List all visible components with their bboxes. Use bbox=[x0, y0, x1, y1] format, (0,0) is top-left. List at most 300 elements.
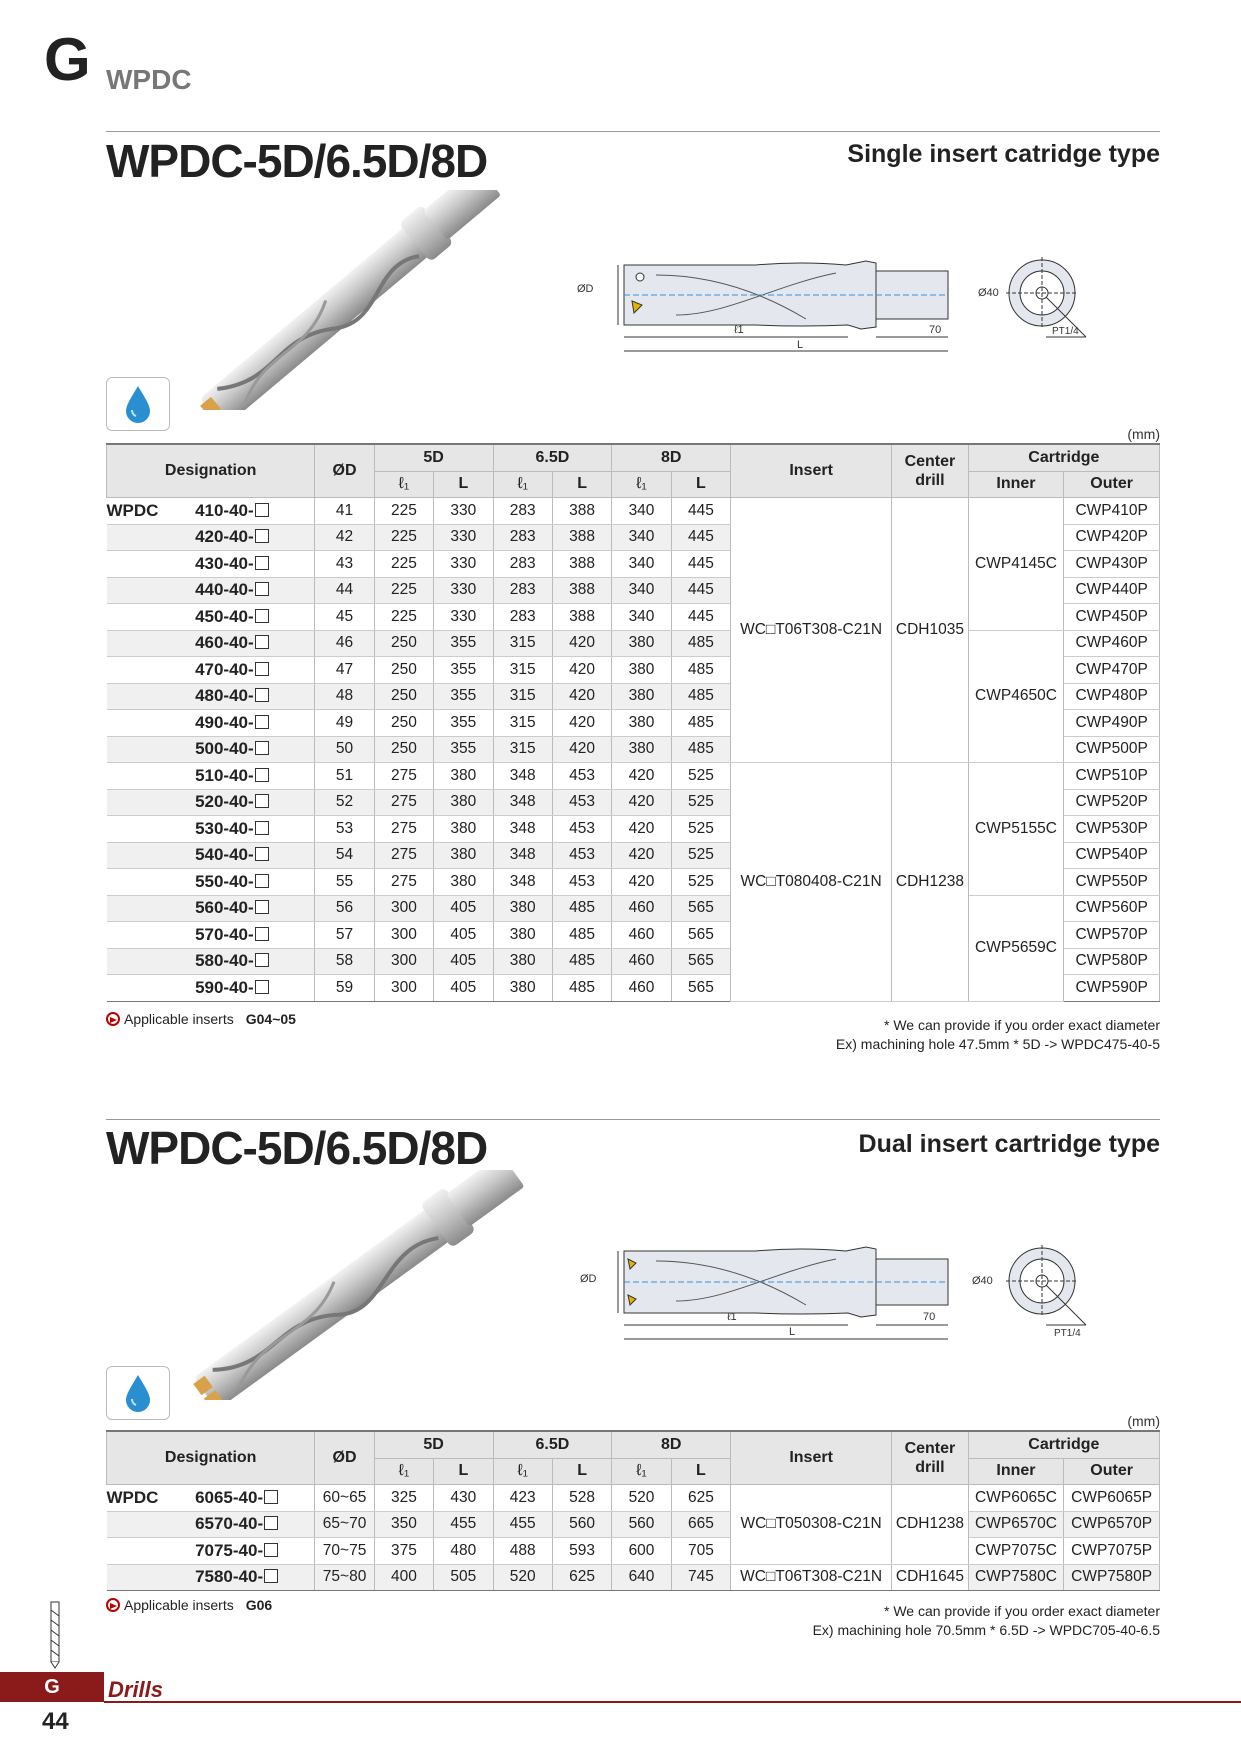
dim-od: ØD bbox=[580, 1273, 597, 1285]
cell-L-5d: 355 bbox=[434, 657, 493, 684]
cartridge-inner-cell: CWP7580C bbox=[968, 1564, 1064, 1591]
cell-L-8d: 485 bbox=[671, 736, 730, 763]
cartridge-inner-cell: CWP6065C bbox=[968, 1485, 1064, 1512]
cell-L-5d: 330 bbox=[434, 577, 493, 604]
cell-od: 75~80 bbox=[315, 1564, 374, 1591]
cell-od: 59 bbox=[315, 975, 374, 1002]
cell-l1-8d: 520 bbox=[612, 1485, 671, 1512]
designation-code bbox=[193, 657, 315, 684]
cell-L-8d: 625 bbox=[671, 1485, 730, 1512]
checkbox-square-icon bbox=[255, 556, 269, 570]
applicable-label: Applicable inserts bbox=[124, 1011, 234, 1027]
cell-l1-5d: 275 bbox=[374, 816, 433, 843]
cell-od: 55 bbox=[315, 869, 374, 896]
dim-shank-len: 70 bbox=[923, 1311, 936, 1323]
cartridge-outer-cell: CWP440P bbox=[1064, 577, 1160, 604]
cell-l1-65d: 455 bbox=[493, 1511, 552, 1538]
cell-od: 47 bbox=[315, 657, 374, 684]
dim-thread: PT1/4 bbox=[1054, 1328, 1081, 1339]
footer-rule bbox=[104, 1701, 1241, 1703]
cell-L-65d: 453 bbox=[552, 869, 611, 896]
cell-l1-65d: 380 bbox=[493, 975, 552, 1002]
cell-L-5d: 380 bbox=[434, 763, 493, 790]
cell-l1-8d: 340 bbox=[612, 604, 671, 631]
table-row bbox=[107, 630, 1160, 657]
designation-prefix bbox=[107, 736, 194, 763]
designation-code bbox=[193, 524, 315, 551]
drill-photo-single bbox=[180, 190, 510, 410]
cell-l1-65d: 520 bbox=[493, 1564, 552, 1591]
header-5d: 5D bbox=[374, 444, 493, 471]
applicable-label: Applicable inserts bbox=[124, 1597, 234, 1613]
table-row bbox=[107, 1485, 1160, 1512]
cartridge-outer-cell: CWP430P bbox=[1064, 551, 1160, 578]
cell-L-65d: 485 bbox=[552, 922, 611, 949]
header-cartridge: Cartridge bbox=[968, 444, 1159, 471]
dim-shank: Ø40 bbox=[972, 1275, 993, 1287]
cell-l1-65d: 348 bbox=[493, 816, 552, 843]
insert-cell: WC□T050308-C21N bbox=[731, 1485, 892, 1565]
checkbox-square-icon bbox=[255, 953, 269, 967]
cartridge-outer-cell: CWP570P bbox=[1064, 922, 1160, 949]
cartridge-inner-cell: CWP4650C bbox=[968, 630, 1064, 763]
designation-prefix bbox=[107, 551, 194, 578]
designation-prefix bbox=[107, 683, 194, 710]
dim-l1: ℓ1 bbox=[734, 324, 744, 336]
designation-code bbox=[193, 630, 315, 657]
designation-prefix bbox=[107, 710, 194, 737]
cell-od: 42 bbox=[315, 524, 374, 551]
cartridge-outer-cell: CWP520P bbox=[1064, 789, 1160, 816]
cartridge-inner-cell: CWP6570C bbox=[968, 1511, 1064, 1538]
header-l1: ℓ₁ bbox=[374, 471, 433, 498]
header-L: L bbox=[434, 471, 493, 498]
cell-l1-8d: 460 bbox=[612, 975, 671, 1002]
cartridge-outer-cell: CWP420P bbox=[1064, 524, 1160, 551]
applicable-inserts-note bbox=[106, 1597, 272, 1613]
cell-L-5d: 405 bbox=[434, 922, 493, 949]
cell-L-65d: 453 bbox=[552, 842, 611, 869]
center-drill-cell: CDH1645 bbox=[892, 1564, 969, 1591]
cell-L-65d: 485 bbox=[552, 975, 611, 1002]
cell-L-65d: 453 bbox=[552, 789, 611, 816]
cell-l1-65d: 315 bbox=[493, 657, 552, 684]
cell-L-8d: 665 bbox=[671, 1511, 730, 1538]
designation-code bbox=[193, 1564, 315, 1591]
cell-L-65d: 485 bbox=[552, 895, 611, 922]
cell-L-65d: 388 bbox=[552, 577, 611, 604]
designation-code bbox=[193, 842, 315, 869]
cell-l1-65d: 348 bbox=[493, 789, 552, 816]
dim-thread: PT1/4 bbox=[1052, 326, 1079, 337]
header-L: L bbox=[552, 1458, 611, 1485]
cell-L-8d: 525 bbox=[671, 842, 730, 869]
cell-l1-5d: 225 bbox=[374, 551, 433, 578]
designation-code-text: 550-40- bbox=[195, 871, 254, 891]
spec-table-single bbox=[106, 443, 1160, 1002]
header-l1: ℓ₁ bbox=[493, 1458, 552, 1485]
designation-prefix bbox=[107, 816, 194, 843]
designation-code bbox=[193, 604, 315, 631]
applicable-ref: G06 bbox=[245, 1597, 273, 1613]
cell-L-8d: 565 bbox=[671, 975, 730, 1002]
cell-L-5d: 330 bbox=[434, 551, 493, 578]
cell-L-5d: 330 bbox=[434, 524, 493, 551]
cell-l1-65d: 348 bbox=[493, 842, 552, 869]
designation-code-text: 420-40- bbox=[195, 527, 254, 547]
cell-l1-8d: 600 bbox=[612, 1538, 671, 1565]
cell-l1-8d: 380 bbox=[612, 630, 671, 657]
designation-code-text: 460-40- bbox=[195, 633, 254, 653]
table-row bbox=[107, 498, 1160, 525]
designation-code bbox=[193, 975, 315, 1002]
header-8d: 8D bbox=[612, 444, 731, 471]
checkbox-square-icon bbox=[264, 1516, 278, 1530]
section1-rule bbox=[106, 131, 1160, 132]
checkbox-square-icon bbox=[255, 900, 269, 914]
cell-L-65d: 388 bbox=[552, 604, 611, 631]
dim-shank-len: 70 bbox=[929, 324, 942, 336]
cell-l1-65d: 283 bbox=[493, 604, 552, 631]
designation-code bbox=[193, 763, 315, 790]
checkbox-square-icon bbox=[255, 874, 269, 888]
table-row bbox=[107, 1511, 1160, 1538]
cartridge-inner-cell: CWP7075C bbox=[968, 1538, 1064, 1565]
designation-code-text: 510-40- bbox=[195, 765, 254, 785]
cell-L-8d: 525 bbox=[671, 816, 730, 843]
table-row bbox=[107, 895, 1160, 922]
dim-od: ØD bbox=[577, 283, 594, 295]
table-row bbox=[107, 763, 1160, 790]
designation-code-text: 490-40- bbox=[195, 712, 254, 732]
section-letter: G bbox=[44, 26, 91, 93]
spec-table-dual bbox=[106, 1430, 1160, 1591]
header-center-drill: Center drill bbox=[892, 444, 969, 498]
header-l1: ℓ₁ bbox=[612, 471, 671, 498]
checkbox-square-icon bbox=[255, 768, 269, 782]
order-note-line1: * We can provide if you order exact diameter bbox=[884, 1603, 1160, 1619]
cell-od: 48 bbox=[315, 683, 374, 710]
designation-prefix bbox=[107, 524, 194, 551]
cell-od: 44 bbox=[315, 577, 374, 604]
cell-l1-65d: 315 bbox=[493, 736, 552, 763]
cell-L-8d: 445 bbox=[671, 577, 730, 604]
checkbox-square-icon bbox=[264, 1569, 278, 1583]
arrow-circle-icon bbox=[106, 1598, 120, 1612]
cell-l1-5d: 250 bbox=[374, 630, 433, 657]
cell-L-5d: 405 bbox=[434, 948, 493, 975]
cell-l1-5d: 275 bbox=[374, 789, 433, 816]
cell-L-5d: 355 bbox=[434, 683, 493, 710]
header-outer: Outer bbox=[1064, 471, 1160, 498]
cell-l1-8d: 380 bbox=[612, 710, 671, 737]
cell-L-8d: 445 bbox=[671, 551, 730, 578]
cartridge-inner-cell: CWP5659C bbox=[968, 895, 1064, 1001]
header-insert: Insert bbox=[731, 1431, 892, 1485]
cell-l1-65d: 283 bbox=[493, 524, 552, 551]
cell-l1-8d: 420 bbox=[612, 869, 671, 896]
designation-prefix bbox=[107, 789, 194, 816]
cell-l1-8d: 380 bbox=[612, 736, 671, 763]
designation-code-text: 480-40- bbox=[195, 686, 254, 706]
cell-l1-5d: 300 bbox=[374, 895, 433, 922]
cell-l1-65d: 283 bbox=[493, 498, 552, 525]
designation-code bbox=[193, 1538, 315, 1565]
cell-L-65d: 453 bbox=[552, 763, 611, 790]
cartridge-outer-cell: CWP7075P bbox=[1064, 1538, 1160, 1565]
designation-prefix bbox=[107, 975, 194, 1002]
cell-L-8d: 525 bbox=[671, 789, 730, 816]
section1-title: WPDC-5D/6.5D/8D bbox=[106, 135, 488, 187]
checkbox-square-icon bbox=[255, 503, 269, 517]
cell-od: 46 bbox=[315, 630, 374, 657]
coolant-drop-icon bbox=[107, 378, 169, 430]
designation-code-text: 470-40- bbox=[195, 659, 254, 679]
cartridge-outer-cell: CWP410P bbox=[1064, 498, 1160, 525]
cell-L-65d: 485 bbox=[552, 948, 611, 975]
cartridge-outer-cell: CWP510P bbox=[1064, 763, 1160, 790]
header-65d: 6.5D bbox=[493, 444, 612, 471]
cartridge-outer-cell: CWP490P bbox=[1064, 710, 1160, 737]
cell-l1-8d: 340 bbox=[612, 551, 671, 578]
cell-l1-8d: 340 bbox=[612, 498, 671, 525]
checkbox-square-icon bbox=[255, 582, 269, 596]
cell-l1-8d: 420 bbox=[612, 789, 671, 816]
cell-l1-65d: 380 bbox=[493, 895, 552, 922]
header-l1: ℓ₁ bbox=[493, 471, 552, 498]
cell-L-65d: 593 bbox=[552, 1538, 611, 1565]
applicable-inserts-note bbox=[106, 1011, 296, 1027]
cell-L-5d: 355 bbox=[434, 710, 493, 737]
order-note-line2: Ex) machining hole 70.5mm * 6.5D -> WPDC705-40-6.5 bbox=[812, 1622, 1160, 1638]
checkbox-square-icon bbox=[264, 1490, 278, 1504]
cell-L-5d: 330 bbox=[434, 604, 493, 631]
cell-l1-5d: 225 bbox=[374, 524, 433, 551]
cell-l1-65d: 348 bbox=[493, 869, 552, 896]
cell-L-5d: 380 bbox=[434, 816, 493, 843]
table-row bbox=[107, 1538, 1160, 1565]
coolant-badge bbox=[106, 1366, 170, 1420]
cell-l1-5d: 325 bbox=[374, 1485, 433, 1512]
designation-code-text: 520-40- bbox=[195, 792, 254, 812]
cell-L-8d: 445 bbox=[671, 524, 730, 551]
dim-shank: Ø40 bbox=[978, 287, 999, 299]
designation-prefix bbox=[107, 763, 194, 790]
cell-l1-5d: 350 bbox=[374, 1511, 433, 1538]
cell-L-65d: 388 bbox=[552, 498, 611, 525]
cell-l1-65d: 423 bbox=[493, 1485, 552, 1512]
cell-L-8d: 705 bbox=[671, 1538, 730, 1565]
header-l1: ℓ₁ bbox=[612, 1458, 671, 1485]
cell-od: 65~70 bbox=[315, 1511, 374, 1538]
designation-code-text: 530-40- bbox=[195, 818, 254, 838]
header-center-drill: Center drill bbox=[892, 1431, 969, 1485]
cell-l1-5d: 300 bbox=[374, 948, 433, 975]
cartridge-outer-cell: CWP460P bbox=[1064, 630, 1160, 657]
designation-prefix bbox=[107, 842, 194, 869]
checkbox-square-icon bbox=[255, 741, 269, 755]
cartridge-outer-cell: CWP7580P bbox=[1064, 1564, 1160, 1591]
header-inner: Inner bbox=[968, 1458, 1064, 1485]
designation-prefix: WPDC bbox=[107, 498, 194, 525]
designation-code bbox=[193, 551, 315, 578]
checkbox-square-icon bbox=[255, 980, 269, 994]
coolant-badge bbox=[106, 377, 170, 431]
cell-od: 45 bbox=[315, 604, 374, 631]
cell-l1-8d: 420 bbox=[612, 763, 671, 790]
cell-L-5d: 455 bbox=[434, 1511, 493, 1538]
order-note-line1: * We can provide if you order exact diameter bbox=[884, 1017, 1160, 1033]
section2-subtitle: Dual insert cartridge type bbox=[858, 1130, 1160, 1158]
cell-L-65d: 420 bbox=[552, 630, 611, 657]
designation-prefix bbox=[107, 604, 194, 631]
cartridge-inner-cell: CWP4145C bbox=[968, 498, 1064, 631]
cell-od: 43 bbox=[315, 551, 374, 578]
cell-l1-5d: 225 bbox=[374, 604, 433, 631]
designation-prefix bbox=[107, 869, 194, 896]
order-note bbox=[813, 1602, 1160, 1640]
designation-code bbox=[193, 498, 315, 525]
cell-l1-65d: 315 bbox=[493, 630, 552, 657]
designation-code bbox=[193, 736, 315, 763]
designation-code-text: 580-40- bbox=[195, 951, 254, 971]
designation-code bbox=[193, 789, 315, 816]
cell-l1-5d: 375 bbox=[374, 1538, 433, 1565]
header-cartridge: Cartridge bbox=[968, 1431, 1159, 1458]
designation-code-text: 440-40- bbox=[195, 580, 254, 600]
designation-code bbox=[193, 1485, 315, 1512]
designation-code bbox=[193, 922, 315, 949]
cell-L-65d: 420 bbox=[552, 683, 611, 710]
applicable-ref: G04~05 bbox=[245, 1011, 296, 1027]
checkbox-square-icon bbox=[255, 715, 269, 729]
designation-code bbox=[193, 683, 315, 710]
checkbox-square-icon bbox=[255, 635, 269, 649]
footer-tab: G bbox=[0, 1672, 104, 1702]
cell-od: 51 bbox=[315, 763, 374, 790]
checkbox-square-icon bbox=[255, 662, 269, 676]
cell-l1-8d: 340 bbox=[612, 577, 671, 604]
cell-l1-8d: 420 bbox=[612, 816, 671, 843]
cell-l1-65d: 380 bbox=[493, 922, 552, 949]
designation-code-text: 570-40- bbox=[195, 924, 254, 944]
drill-photo-dual bbox=[180, 1170, 530, 1400]
cell-l1-8d: 380 bbox=[612, 657, 671, 684]
cartridge-outer-cell: CWP6570P bbox=[1064, 1511, 1160, 1538]
cell-l1-65d: 315 bbox=[493, 710, 552, 737]
cartridge-outer-cell: CWP560P bbox=[1064, 895, 1160, 922]
cell-L-8d: 485 bbox=[671, 657, 730, 684]
designation-prefix bbox=[107, 1538, 194, 1565]
cell-od: 41 bbox=[315, 498, 374, 525]
cell-l1-8d: 460 bbox=[612, 948, 671, 975]
designation-code-text: 450-40- bbox=[195, 606, 254, 626]
cell-L-5d: 380 bbox=[434, 842, 493, 869]
cell-L-8d: 485 bbox=[671, 630, 730, 657]
insert-cell: WC□T06T308-C21N bbox=[731, 498, 892, 763]
cell-l1-5d: 275 bbox=[374, 869, 433, 896]
cell-l1-5d: 300 bbox=[374, 922, 433, 949]
cell-L-65d: 420 bbox=[552, 657, 611, 684]
designation-code-text: 590-40- bbox=[195, 977, 254, 997]
unit-label: (mm) bbox=[1127, 426, 1160, 442]
cell-l1-65d: 488 bbox=[493, 1538, 552, 1565]
drill-bit-icon bbox=[49, 1600, 61, 1670]
header-65d: 6.5D bbox=[493, 1431, 612, 1458]
header-outer: Outer bbox=[1064, 1458, 1160, 1485]
cell-l1-65d: 348 bbox=[493, 763, 552, 790]
cell-l1-8d: 340 bbox=[612, 524, 671, 551]
cell-L-5d: 355 bbox=[434, 630, 493, 657]
checkbox-square-icon bbox=[255, 688, 269, 702]
checkbox-square-icon bbox=[255, 847, 269, 861]
drill-drawing-single bbox=[576, 255, 1096, 360]
unit-label: (mm) bbox=[1127, 1413, 1160, 1429]
cartridge-outer-cell: CWP550P bbox=[1064, 869, 1160, 896]
designation-code-text: 540-40- bbox=[195, 845, 254, 865]
table-row bbox=[107, 1564, 1160, 1591]
cell-L-5d: 380 bbox=[434, 869, 493, 896]
header-inner: Inner bbox=[968, 471, 1064, 498]
cartridge-outer-cell: CWP470P bbox=[1064, 657, 1160, 684]
cell-l1-65d: 315 bbox=[493, 683, 552, 710]
designation-code-text: 6065-40- bbox=[195, 1487, 264, 1507]
checkbox-square-icon bbox=[255, 821, 269, 835]
cartridge-outer-cell: CWP580P bbox=[1064, 948, 1160, 975]
designation-code-text: 7580-40- bbox=[195, 1567, 264, 1587]
header-L: L bbox=[552, 471, 611, 498]
arrow-circle-icon bbox=[106, 1012, 120, 1026]
cell-L-5d: 330 bbox=[434, 498, 493, 525]
header-L: L bbox=[671, 1458, 730, 1485]
cell-od: 49 bbox=[315, 710, 374, 737]
cell-l1-5d: 275 bbox=[374, 842, 433, 869]
cell-l1-8d: 460 bbox=[612, 922, 671, 949]
checkbox-square-icon bbox=[255, 529, 269, 543]
dim-l: L bbox=[797, 339, 804, 351]
header-l1: ℓ₁ bbox=[374, 1458, 433, 1485]
header-insert: Insert bbox=[731, 444, 892, 498]
header-designation: Designation bbox=[107, 444, 315, 498]
checkbox-square-icon bbox=[255, 794, 269, 808]
cell-l1-5d: 225 bbox=[374, 498, 433, 525]
cell-L-8d: 485 bbox=[671, 683, 730, 710]
cell-L-8d: 565 bbox=[671, 895, 730, 922]
cartridge-outer-cell: CWP6065P bbox=[1064, 1485, 1160, 1512]
cartridge-outer-cell: CWP500P bbox=[1064, 736, 1160, 763]
section-name: WPDC bbox=[106, 64, 192, 95]
designation-prefix bbox=[107, 1511, 194, 1538]
designation-code-text: 430-40- bbox=[195, 553, 254, 573]
cell-l1-8d: 380 bbox=[612, 683, 671, 710]
cell-od: 54 bbox=[315, 842, 374, 869]
header-designation: Designation bbox=[107, 1431, 315, 1485]
cartridge-outer-cell: CWP540P bbox=[1064, 842, 1160, 869]
cell-l1-5d: 300 bbox=[374, 975, 433, 1002]
cell-L-8d: 565 bbox=[671, 922, 730, 949]
cell-l1-8d: 420 bbox=[612, 842, 671, 869]
checkbox-square-icon bbox=[264, 1543, 278, 1557]
designation-code-text: 500-40- bbox=[195, 739, 254, 759]
cartridge-outer-cell: CWP480P bbox=[1064, 683, 1160, 710]
header-od: ØD bbox=[315, 1431, 374, 1485]
designation-prefix bbox=[107, 630, 194, 657]
order-note-line2: Ex) machining hole 47.5mm * 5D -> WPDC475-40-5 bbox=[835, 1036, 1160, 1052]
cell-L-5d: 430 bbox=[434, 1485, 493, 1512]
cell-l1-5d: 250 bbox=[374, 710, 433, 737]
cell-od: 52 bbox=[315, 789, 374, 816]
checkbox-square-icon bbox=[255, 609, 269, 623]
